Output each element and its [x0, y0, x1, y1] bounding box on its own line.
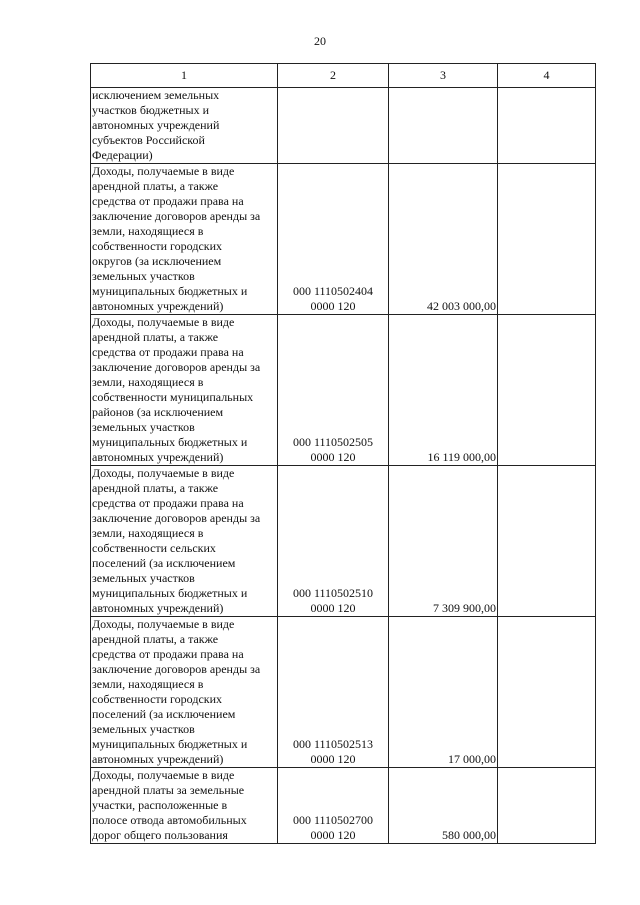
income-table: [90, 63, 596, 844]
table-row: [91, 768, 596, 844]
table-row: [91, 88, 596, 164]
table-row: [91, 315, 596, 466]
amount: 17 000,00: [389, 617, 498, 768]
amount: 42 003 000,00: [389, 164, 498, 315]
column-header-2: 2: [278, 64, 389, 88]
page-number: 20: [314, 34, 326, 48]
budget-code: 000 1110502505 0000 120: [278, 315, 389, 466]
income-description: исключением земельных участков бюджетных и автономных учреждений субъектов Российской Федерации): [91, 88, 278, 164]
column-4-cell: [498, 466, 596, 617]
column-header-3: 3: [389, 64, 498, 88]
budget-code: 000 1110502510 0000 120: [278, 466, 389, 617]
income-description: Доходы, получаемые в виде арендной платы, а также средства от продажи права на заключение договоров аренды за земли, находящиеся в собственности городских округов (за исключением земельных участков муниципальных бюджетных и автономных учреждений): [91, 164, 278, 315]
column-4-cell: [498, 617, 596, 768]
income-description: Доходы, получаемые в виде арендной платы, а также средства от продажи права на заключение договоров аренды за земли, находящиеся в собственности муниципальных районов (за исключением земельных участков муниципальных бюджетных и автономных учреждений): [91, 315, 278, 466]
column-header-1: 1: [91, 64, 278, 88]
budget-code: [278, 88, 389, 164]
income-description: Доходы, получаемые в виде арендной платы, а также средства от продажи права на заключение договоров аренды за земли, находящиеся в собственности городских поселений (за исключением земельных участков муниципальных бюджетных и автономных учреждений): [91, 617, 278, 768]
amount: [389, 88, 498, 164]
budget-code: 000 1110502700 0000 120: [278, 768, 389, 844]
column-4-cell: [498, 164, 596, 315]
amount: 580 000,00: [389, 768, 498, 844]
column-4-cell: [498, 88, 596, 164]
amount: 16 119 000,00: [389, 315, 498, 466]
amount: 7 309 900,00: [389, 466, 498, 617]
income-description: Доходы, получаемые в виде арендной платы, а также средства от продажи права на заключение договоров аренды за земли, находящиеся в собственности сельских поселений (за исключением земельных участков муниципальных бюджетных и автономных учреждений): [91, 466, 278, 617]
table-row: [91, 466, 596, 617]
column-4-cell: [498, 768, 596, 844]
column-header-4: 4: [498, 64, 596, 88]
budget-code: 000 1110502404 0000 120: [278, 164, 389, 315]
table-row: [91, 617, 596, 768]
header-row: [91, 64, 596, 88]
income-description: Доходы, получаемые в виде арендной платы за земельные участки, расположенные в полосе отвода автомобильных дорог общего пользования: [91, 768, 278, 844]
budget-code: 000 1110502513 0000 120: [278, 617, 389, 768]
column-4-cell: [498, 315, 596, 466]
table-row: [91, 164, 596, 315]
